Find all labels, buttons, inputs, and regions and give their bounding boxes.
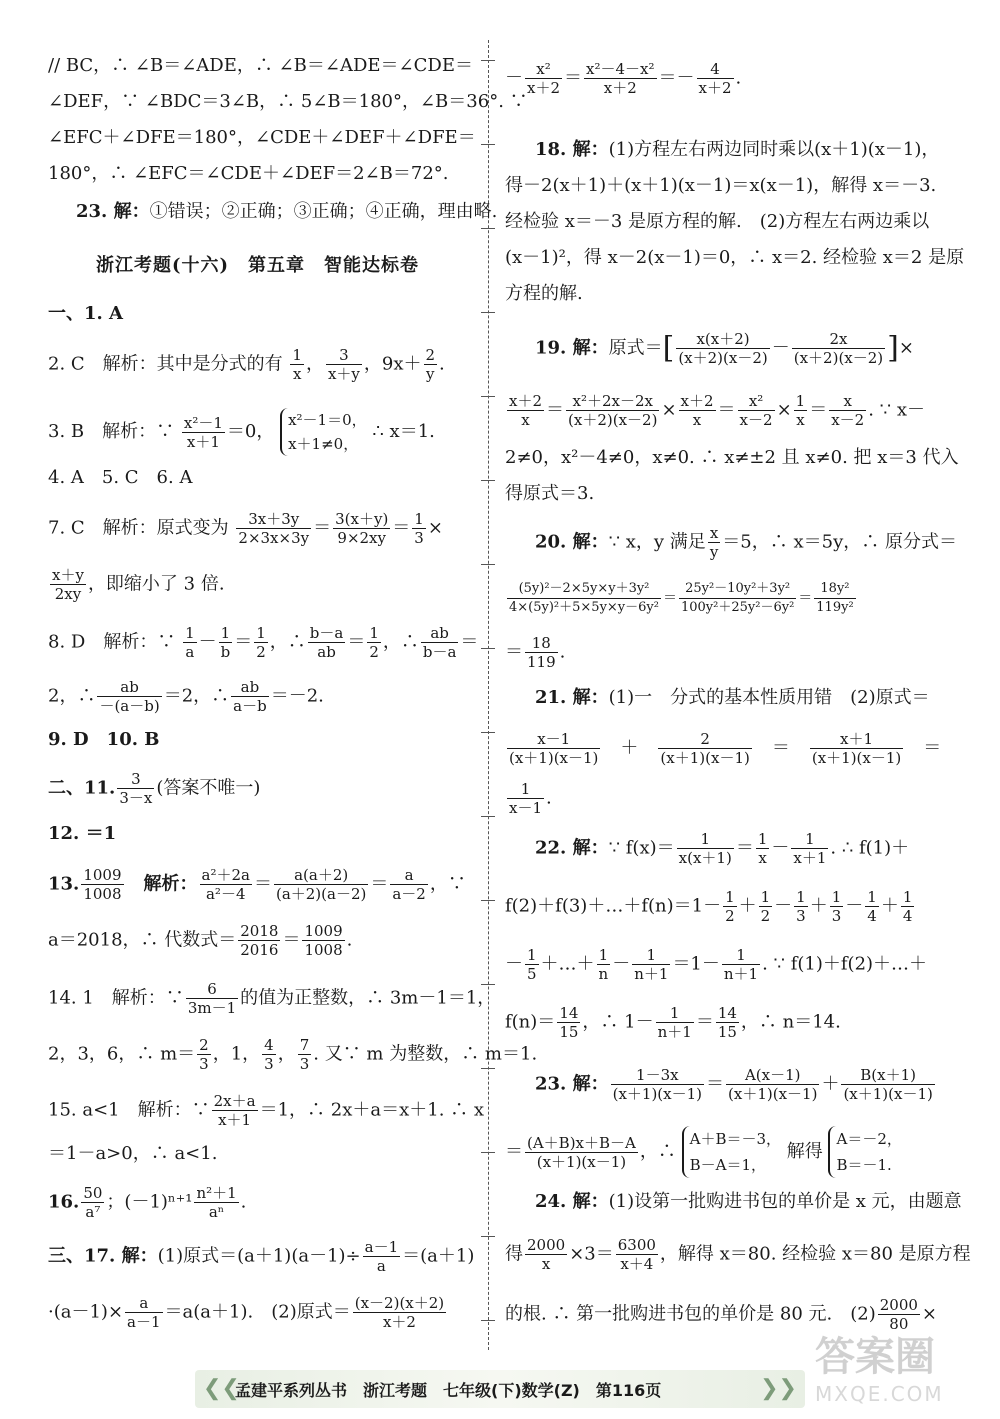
divider-tick: [481, 396, 495, 397]
answer-22-cont: f(2)＋f(3)＋…＋f(n)＝1－ $\frac{1}{2}$ ＋ $\frac{1}{2}$ － $\frac{1}{3}$ ＋ $\frac{1}{3}$ － $\frac{1}{4}$ ＋ $\frac{1}{4}$: [505, 888, 913, 925]
answer-23: 23. 解： $\frac{1-3x}{(x+1)(x-1)}$ ＝ $\frac{A(x-1)}{(x+1)(x-1)}$ ＋ $\frac{B(x+1)}{(x+1)(x-1)}$: [535, 1066, 933, 1103]
text-line: ∠DEF，∵ ∠BDC＝3∠B，∴ 5∠B＝180°，∠B＝36°. ∵: [48, 91, 528, 112]
fraction: $\frac{B(x+1)}{(x+1)(x-1)}$: [843, 1066, 933, 1103]
fraction: $\frac{A(x-1)}{(x+1)(x-1)}$: [728, 1066, 818, 1103]
fraction: $\frac{1}{5}$: [527, 946, 537, 983]
divider-tick: [481, 1320, 495, 1321]
fraction: $\frac{1}{4}$: [902, 888, 913, 925]
column-divider: [488, 40, 489, 1350]
fraction: $\frac{ab}{-(a-b)}$: [99, 678, 160, 715]
divider-tick: [481, 144, 495, 145]
fraction: $\frac{a-1}{a}$: [364, 1238, 399, 1275]
divider-tick: [481, 816, 495, 817]
fraction: $\frac{\text{x²－1}}{x+1}$: [183, 413, 223, 451]
fraction: $\frac{\text{(5y)²－2×5y×y＋3y²}}{\text{4×(5y)²＋5×5y×y－6y²}}$: [509, 581, 659, 615]
page-footer: [195, 1370, 805, 1408]
fraction: $\frac{1}{4}$: [867, 888, 877, 925]
fraction: $\frac{\text{a²＋2a}}{\text{a²－4}}$: [201, 866, 250, 903]
section-title: 浙江考题(十六) 第五章 智能达标卷: [96, 255, 420, 276]
fraction: $\frac{3x+3y}{2\times 3x\times 3y}$: [238, 510, 310, 547]
fraction: $\frac{a}{a-1}$: [127, 1294, 161, 1331]
fraction: $\frac{x}{x-2}$: [831, 392, 865, 429]
fraction: $\frac{1}{3}$: [414, 510, 424, 547]
fraction: $\frac{\text{x²}}{x+2}$: [527, 60, 561, 97]
text-line: 2≠0，x²－4≠0，x≠0. ∴ x≠±2 且 x≠0. 把 x＝3 代入: [505, 447, 959, 468]
divider-tick: [481, 228, 495, 229]
fraction: $\frac{1}{b}$: [220, 624, 231, 661]
condition-brace: A＝－2， B＝－1.: [828, 1126, 901, 1178]
fraction: $\frac{1}{x}$: [757, 830, 768, 867]
answer-label: 23. 解：: [76, 201, 150, 222]
divider-tick: [481, 480, 495, 481]
fraction: $\frac{50}{\text{a⁷}}$: [83, 1184, 103, 1221]
footer-text: 孟建平系列丛书 浙江考题 七年级(下)数学(Z) 第116页: [235, 1381, 662, 1400]
answer-20: 20. 解：∵ x，y 满足 $\frac{x}{y}$ ＝5，∴ x＝5y，∴ 原分式＝: [535, 524, 957, 561]
text-line: 180°，∴ ∠EFC＝∠CDE＋∠DEF＝2∠B＝72°.: [48, 163, 449, 184]
answer-24-cont2: 的根. ∴ 第一批购进书包的单价是 80 元. (2) $\frac{2000}{80}$ ×: [505, 1296, 938, 1333]
fraction: $\frac{1}{2}$: [369, 624, 379, 661]
fraction: $\frac{2018}{2016}$: [240, 922, 279, 959]
answer-24-cont: 得 $\frac{2000}{x}$ ×3＝ $\frac{6300}{x+4}$ ，解得 x＝80. 经检验 x＝80 是原方程: [505, 1236, 971, 1273]
divider-tick: [481, 900, 495, 901]
answer-15: 15. a<1 解析：∵ $\frac{2x+a}{x+1}$ ＝1，∴ 2x＋a＝x＋1. ∴ x: [48, 1092, 485, 1129]
fraction: $\frac{2x}{(x+2)(x-2)}$: [793, 330, 884, 367]
fraction: $\frac{14}{15}$: [717, 1004, 737, 1041]
fraction: $\frac{3}{3-x}$: [119, 770, 153, 807]
fraction: $\frac{x-1}{(x+1)(x-1)}$: [509, 730, 599, 767]
answer-13-cont: a＝2018，∴ 代数式＝ $\frac{2018}{2016}$ ＝ $\frac{1009}{1008}$ .: [48, 922, 353, 959]
fraction: $\frac{2x+a}{x+1}$: [213, 1092, 256, 1129]
fraction: $\frac{6}{3m-1}$: [187, 980, 237, 1017]
answer-7: 7. C 解析：原式变为 $\frac{3x+3y}{2\times 3x\times 3y}$ ＝ $\frac{3(x+y)}{9\times 2xy}$ ＝ $\frac{1}{3}$ ×: [48, 510, 443, 547]
answer-22: 22. 解：∵ f(x)＝ $\frac{1}{x(x+1)}$ ＝ $\frac{1}{x}$ － $\frac{1}{x+1}$ . ∴ f(1)＋: [535, 830, 910, 867]
fraction: $\frac{\text{18y²}}{\text{119y²}}$: [816, 581, 854, 615]
answer-12: 12. ＝1: [48, 823, 117, 844]
answer-text: 2. C 解析：其中是分式的有: [48, 353, 283, 375]
fraction: $\frac{18}{119}$: [527, 634, 556, 671]
answer-14-cont: 2，3，6，∴ m＝ $\frac{2}{3}$ ，1， $\frac{4}{3}$ ， $\frac{7}{3}$ . 又∵ m 为整数，∴ m＝1.: [48, 1036, 538, 1073]
answer-19-cont: $\frac{x+2}{x}$ ＝ $\frac{\text{x²＋2x－2x}}{(x+2)(x-2)}$ × $\frac{x+2}{x}$ ＝ $\frac{\text{x²}}{x-2}$ × $\frac{1}{x}$ ＝ $\frac{x}{x-2}$ . ∵ x－: [509, 392, 925, 429]
divider-tick: [481, 60, 495, 61]
fraction: $\frac{1}{x}$: [795, 392, 806, 429]
fraction: $\frac{x+2}{x}$: [509, 392, 543, 429]
answer-8-cont: 2，∴ $\frac{ab}{-(a-b)}$ ＝2，∴ $\frac{ab}{a-b}$ ＝－2.: [48, 678, 324, 715]
answer-9-10: 9. D 10. B: [48, 729, 160, 750]
fraction: $\frac{ab}{a-b}$: [233, 678, 267, 715]
fraction: $\frac{x+y}{2xy}$: [52, 566, 84, 603]
fraction: $\frac{1}{2}$: [256, 624, 266, 661]
text-line: 得原式＝3.: [505, 483, 595, 504]
fraction: $\frac{x}{y}$: [709, 524, 719, 561]
fraction: $\frac{\text{x²}}{x-2}$: [739, 392, 773, 429]
answer-20-cont: $\frac{\text{(5y)²－2×5y×y＋3y²}}{\text{4×(5y)²＋5×5y×y－6y²}}$ ＝ $\frac{\text{25y²－10y²＋3y²}}{\text{100y²＋25y²－6y²}}$ ＝ $\frac{\text{18y²}}{\text{119y²}}$: [509, 581, 854, 615]
answer-7-cont: $\frac{x+y}{2xy}$ ，即缩小了 3 倍.: [52, 566, 225, 603]
fraction: $\frac{\text{x²＋2x－2x}}{(x+2)(x-2)}$: [568, 392, 658, 429]
fraction: $\frac{1}{3}$: [796, 888, 806, 925]
answer-1: 一、1. A: [48, 303, 124, 324]
fraction: $\frac{7}{3}$: [299, 1036, 310, 1073]
fraction: $\frac{1}{a}$: [185, 624, 195, 661]
divider-tick: [481, 648, 495, 649]
answer-17: 三、17. 解：(1)原式＝(a＋1)(a－1)÷ $\frac{a-1}{a}$ ＝(a＋1): [48, 1238, 475, 1275]
fraction: $\frac{x(x+2)}{(x+2)(x-2)}$: [678, 330, 768, 367]
answer-16: 16. $\frac{50}{\text{a⁷}}$ ；(－1)ⁿ⁺¹ $\frac{\text{n²＋1}}{\text{aⁿ}}$ .: [48, 1184, 247, 1221]
answer-23-cont: ＝ $\frac{(A+B)x+B-A}{(x+1)(x-1)}$ ，∴ A＋B＝－3， B－A＝1， 解得 A＝－2， B＝－1.: [505, 1126, 902, 1178]
chevron-left-icon: ❮❮: [203, 1376, 240, 1401]
answer-13: 13. $\frac{1009}{1008}$ 解析： $\frac{\text{a²＋2a}}{\text{a²－4}}$ ＝ $\frac{a(a+2)}{(a+2)(a-2)}$ ＝ $\frac{a}{a-2}$ ，∵: [48, 866, 466, 903]
fraction: $\frac{1}{n+1}$: [723, 946, 759, 983]
divider-tick: [481, 1236, 495, 1237]
answer-21-cont: $\frac{x-1}{(x+1)(x-1)}$ ＋ $\frac{2}{(x+1)(x-1)}$ ＝ $\frac{x+1}{(x+1)(x-1)}$ ＝: [509, 730, 942, 767]
fraction: $\frac{(x-2)(x+2)}{x+2}$: [354, 1294, 445, 1331]
answer-15-cont: ＝1－a>0，∴ a<1.: [48, 1143, 218, 1164]
answer-20-result: ＝ $\frac{18}{119}$ .: [505, 634, 566, 671]
fraction: $\frac{x+1}{(x+1)(x-1)}$: [811, 730, 902, 767]
answer-17-cont: ·(a－1)× $\frac{a}{a-1}$ ＝a(a＋1). (2)原式＝ $\frac{(x-2)(x+2)}{x+2}$: [48, 1294, 445, 1331]
fraction: $\frac{1009}{1008}$: [83, 866, 122, 903]
fraction: $\frac{2}{3}$: [199, 1036, 209, 1073]
answer-21: 21. 解：(1)一 分式的基本性质用错 (2)原式＝: [535, 687, 930, 708]
divider-tick: [481, 564, 495, 565]
answer-18: 18. 解：(1)方程左右两边同时乘以(x＋1)(x－1)，: [535, 139, 940, 160]
divider-tick: [481, 312, 495, 313]
watermark-logo: 答案圈 MXQE.COM: [815, 1334, 944, 1406]
text-line: 经检验 x＝－3 是原方程的解. (2)方程左右两边乘以: [505, 211, 930, 232]
text-line: // BC，∴ ∠B＝∠ADE，∴ ∠B＝∠ADE＝∠CDE＝: [48, 55, 473, 76]
fraction: $\frac{14}{15}$: [559, 1004, 579, 1041]
fraction: $\frac{a(a+2)}{(a+2)(a-2)}$: [275, 866, 367, 903]
fraction: $\frac{2}{y}$: [425, 346, 436, 383]
fraction: $\frac{4}{x+2}$: [698, 60, 732, 97]
answer-22-cont3: f(n)＝ $\frac{14}{15}$ ，∴ 1－ $\frac{1}{n+1}$ ＝ $\frac{14}{15}$ ，∴ n＝14.: [505, 1004, 841, 1041]
fraction: $\frac{3(x+y)}{9\times 2xy}$: [335, 510, 389, 547]
fraction: $\frac{1}{3}$: [831, 888, 842, 925]
answer-17-tail: － $\frac{\text{x²}}{x+2}$ ＝ $\frac{\text{x²－4－x²}}{x+2}$ ＝－ $\frac{4}{x+2}$ .: [505, 60, 742, 97]
fraction: $\frac{1-3x}{(x+1)(x-1)}$: [612, 1066, 703, 1103]
fraction: $\frac{2}{(x+1)(x-1)}$: [660, 730, 750, 767]
text-line: ∠EFC＋∠DFE＝180°，∠CDE＋∠DEF＋∠DFE＝: [48, 127, 476, 148]
answer-4-6: 4. A 5. C 6. A: [48, 467, 193, 488]
answer-14: 14. 1 解析：∵ $\frac{6}{3m-1}$ 的值为正整数，∴ 3m－1＝1，: [48, 980, 496, 1017]
fraction: $\frac{2000}{80}$: [879, 1296, 918, 1333]
fraction: $\frac{b-a}{ab}$: [309, 624, 344, 661]
fraction: $\frac{(A+B)x+B-A}{(x+1)(x-1)}$: [527, 1133, 636, 1171]
fraction: $\frac{1}{x+1}$: [793, 830, 827, 867]
text-line: (x－1)²，得 x－2(x－1)＝0，∴ x＝2. 经检验 x＝2 是原: [505, 247, 965, 268]
fraction: $\frac{\text{n²＋1}}{\text{aⁿ}}$: [196, 1184, 237, 1221]
fraction: $\frac{2000}{x}$: [527, 1236, 566, 1273]
fraction: $\frac{6300}{x+4}$: [617, 1236, 656, 1273]
text-line: 方程的解.: [505, 283, 583, 304]
fraction: $\frac{1}{n}$: [598, 946, 609, 983]
fraction: $\frac{1}{n+1}$: [634, 946, 669, 983]
fraction: $\frac{4}{3}$: [264, 1036, 274, 1073]
fraction: $\frac{ab}{b-a}$: [422, 624, 457, 661]
answer-11: 二、11. $\frac{3}{3-x}$ (答案不唯一): [48, 770, 261, 807]
answer-3: 3. B 解析：∵ $\frac{\text{x²－1}}{x+1}$ ＝0， x²－1＝0， x＋1≠0， ∴ x＝1.: [48, 408, 435, 456]
answer-text: ①错误；②正确；③正确；④正确，理由略.: [149, 201, 498, 222]
fraction: $\frac{1}{x}$: [292, 346, 302, 383]
divider-tick: [481, 732, 495, 733]
answer-22-cont2: － $\frac{1}{5}$ ＋…＋ $\frac{1}{n}$ － $\frac{1}{n+1}$ ＝1－ $\frac{1}{n+1}$ . ∵ f(1)＋f(2)＋…＋: [505, 946, 928, 983]
fraction: $\frac{a}{a-2}$: [392, 866, 426, 903]
fraction: $\frac{x+2}{x}$: [680, 392, 714, 429]
answer-2: 2. C 解析：其中是分式的有 $\frac{1}{x}$ ， $\frac{3}{x+y}$ ，9x＋ $\frac{2}{y}$ .: [48, 346, 445, 383]
fraction: $\frac{1}{x(x+1)}$: [678, 830, 732, 867]
fraction: $\frac{1009}{1008}$: [304, 922, 343, 959]
text-line: 得－2(x＋1)＋(x＋1)(x－1)＝x(x－1)，解得 x＝－3.: [505, 175, 937, 196]
answer-23: [76, 200, 497, 224]
condition-brace: x²－1＝0， x＋1≠0，: [280, 408, 367, 456]
fraction: $\frac{1}{2}$: [725, 888, 735, 925]
divider-tick: [481, 1152, 495, 1153]
fraction: $\frac{1}{n+1}$: [657, 1004, 692, 1041]
chevron-right-icon: ❯❯: [760, 1376, 797, 1401]
fraction: $\frac{\text{x²－4－x²}}{x+2}$: [586, 60, 655, 97]
fraction: $\frac{3}{x+y}$: [327, 346, 360, 383]
fraction: $\frac{1}{2}$: [760, 888, 771, 925]
answer-19: 19. 解：原式＝[ $\frac{x(x+2)}{(x+2)(x-2)}$ － $\frac{2x}{(x+2)(x-2)}$ ]×: [535, 330, 914, 367]
fraction: $\frac{1}{x-1}$: [509, 780, 543, 817]
condition-brace: A＋B＝－3， B－A＝1，: [682, 1126, 781, 1178]
answer-21-result: $\frac{1}{x-1}$ .: [509, 780, 552, 817]
answer-24: 24. 解：(1)设第一批购进书包的单价是 x 元，由题意: [535, 1191, 962, 1212]
fraction: $\frac{\text{25y²－10y²＋3y²}}{\text{100y²＋25y²－6y²}}$: [680, 581, 795, 615]
answer-8: 8. D 解析：∵ $\frac{1}{a}$ － $\frac{1}{b}$ ＝ $\frac{1}{2}$ ，∴ $\frac{b-a}{ab}$ ＝ $\frac{1}{2}$ ，∴ $\frac{ab}{b-a}$ ＝: [48, 624, 479, 661]
